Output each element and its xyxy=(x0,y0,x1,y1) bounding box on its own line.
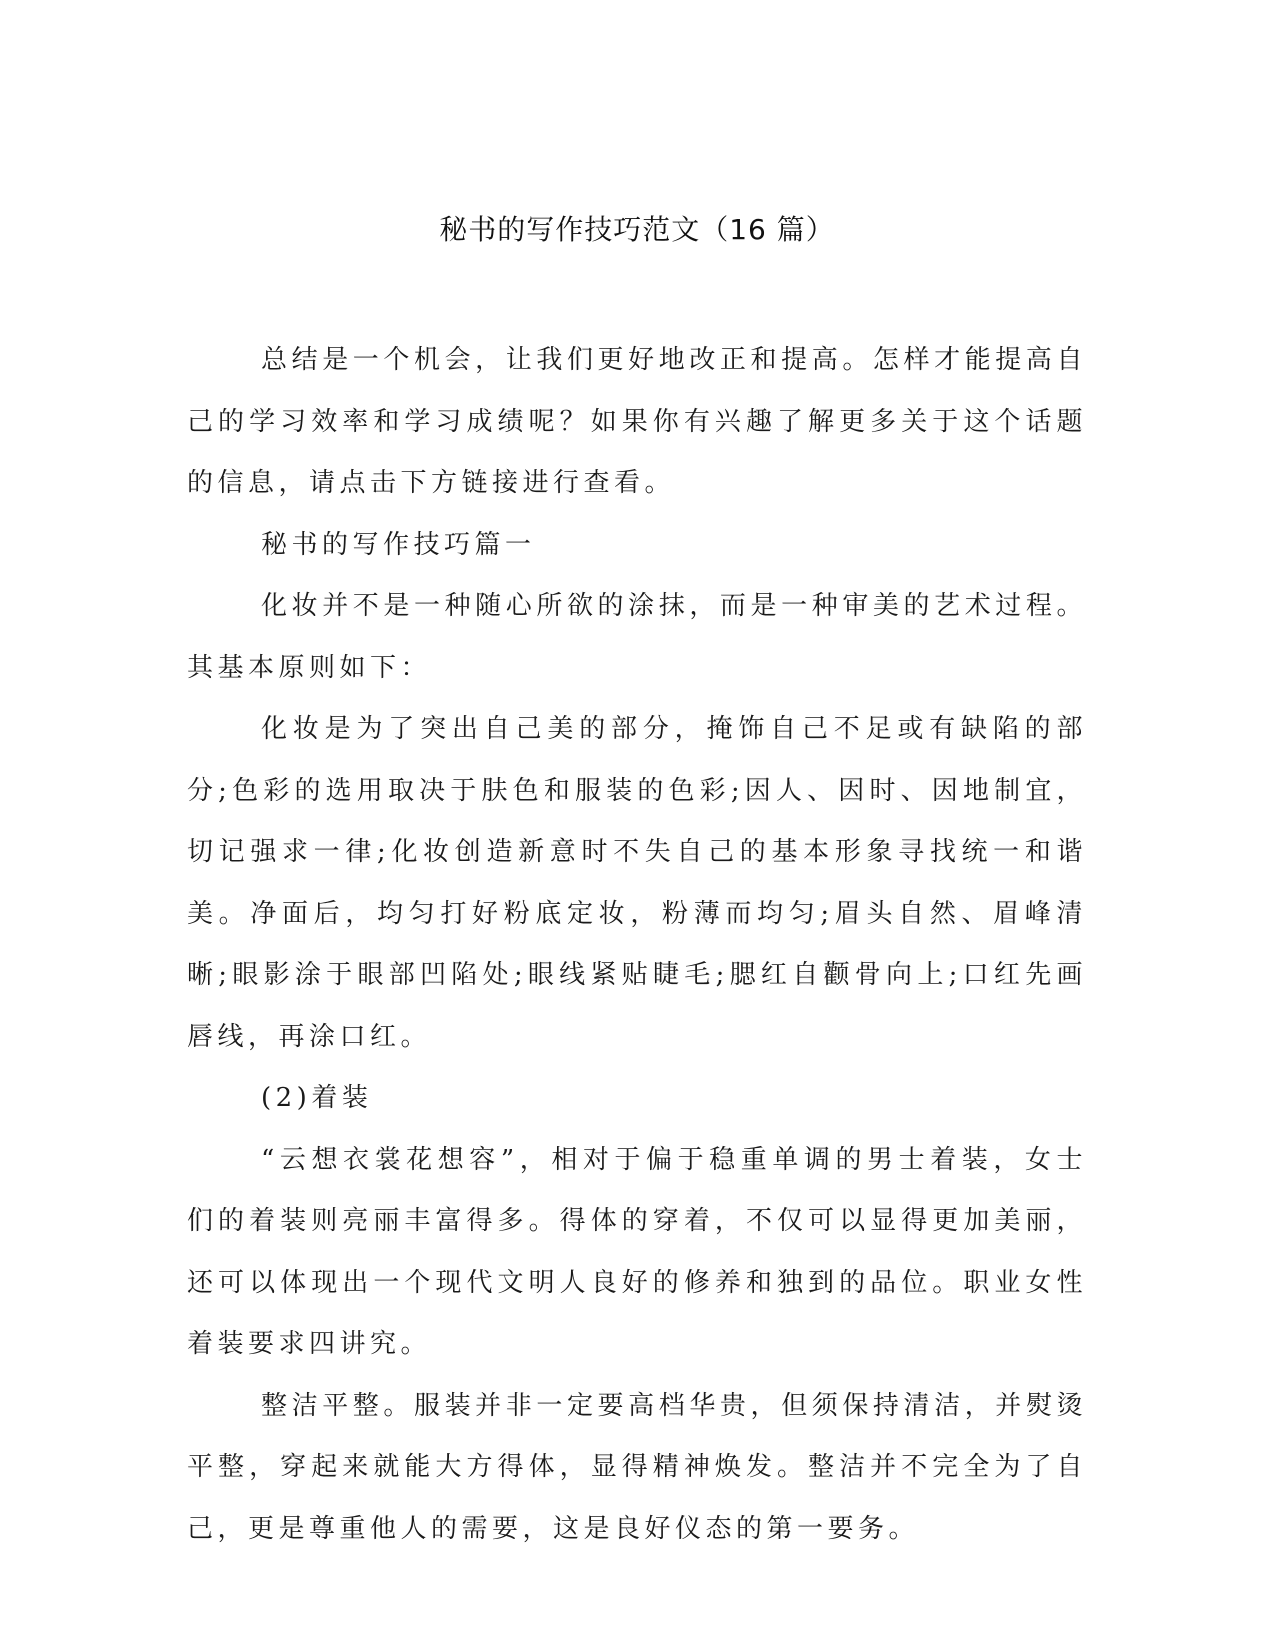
subheading-attire: (2)着装 xyxy=(261,1083,373,1113)
paragraph-makeup-principles: 化妆是为了突出自己美的部分，掩饰自己不足或有缺陷的部分;色彩的选用取决于肤色和服装的色彩;因人、因时、因地制宜，切记强求一律;化妆创造新意时不失自己的基本形象寻找统一和谐美。净面后，均匀打好粉底定妆，粉薄而均匀;眉头自然、眉峰清晰;眼影涂于眼部凹陷处;眼线紧贴睫毛;腮红自颧骨向上;口红先画唇线，再涂口红。 xyxy=(187,714,1087,1052)
document-page xyxy=(187,0,1087,1650)
paragraph-neatness: 整洁平整。服装并非一定要高档华贵，但须保持清洁，并熨烫平整，穿起来就能大方得体，显得精神焕发。整洁并不完全为了自己，更是尊重他人的需要，这是良好仪态的第一要务。 xyxy=(187,1390,1087,1544)
document-body xyxy=(187,330,1087,1560)
section-heading: 秘书的写作技巧篇一 xyxy=(261,529,536,560)
paragraph-makeup-intro: 化妆并不是一种随心所欲的涂抹，而是一种审美的艺术过程。其基本原则如下： xyxy=(187,591,1087,683)
intro-paragraph: 总结是一个机会，让我们更好地改正和提高。怎样才能提高自己的学习效率和学习成绩呢？如果你有兴趣了解更多关于这个话题的信息，请点击下方链接进行查看。 xyxy=(187,345,1087,498)
paragraph-attire: “云想衣裳花想容”，相对于偏于稳重单调的男士着装，女士们的着装则亮丽丰富得多。得体的穿着，不仅可以显得更加美丽，还可以体现出一个现代文明人良好的修养和独到的品位。职业女性着装要求四讲究。 xyxy=(187,1144,1087,1359)
document-title: 秘书的写作技巧范文（16 篇） xyxy=(439,213,835,246)
